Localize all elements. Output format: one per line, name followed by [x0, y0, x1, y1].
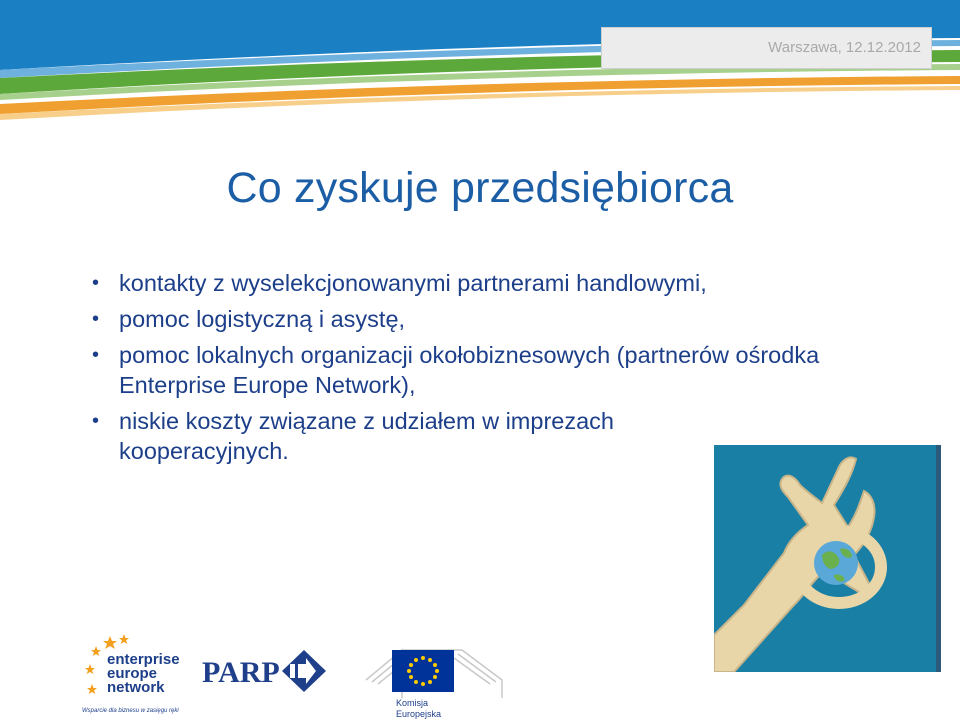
bullet-icon: • [92, 272, 100, 294]
parp-text: PARP [202, 656, 280, 689]
bullet-text: niskie koszty związane z udziałem w imprezach kooperacyjnych. [119, 408, 614, 464]
bullet-icon: • [92, 410, 100, 432]
een-line-1: enterprise [107, 651, 180, 668]
slide-title: Co zyskuje przedsiębiorca [226, 164, 734, 212]
bullet-item [92, 304, 832, 334]
bullet-item [92, 268, 832, 298]
ec-line-1: Komisja [396, 698, 429, 708]
date-label: Warszawa, 12.12.2012 [768, 39, 921, 56]
bullet-item [92, 406, 729, 466]
parp-emblem [282, 650, 326, 692]
bullet-text: kontakty z wyselekcjonowanymi partnerami handlowymi, [119, 270, 707, 296]
ec-line-2: Europejska [396, 709, 442, 719]
een-logo [80, 632, 180, 714]
een-tagline: Wsparcie dla biznesu w zasięgu ręki [82, 708, 179, 714]
bullet-text: pomoc logistyczną i asystę, [119, 306, 406, 332]
bullet-icon: • [92, 308, 100, 330]
ec-logo [362, 620, 510, 720]
date-box [601, 27, 932, 69]
bullet-icon: • [92, 344, 100, 366]
bullet-item [92, 340, 832, 400]
bullet-list [92, 268, 832, 472]
bullet-text: pomoc lokalnych organizacji okołobiznesowych (partnerów ośrodka Enterprise Europe Network), [119, 342, 820, 398]
een-line-2: europe [107, 665, 158, 682]
een-line-3: network [107, 679, 165, 696]
parp-logo [202, 648, 330, 694]
hand-globe-illustration [714, 445, 941, 672]
